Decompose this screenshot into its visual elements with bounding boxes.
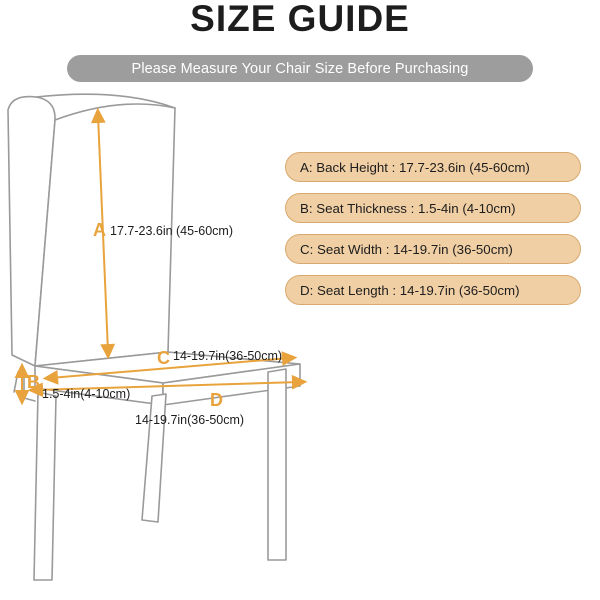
dimension-legend <box>285 152 581 316</box>
legend-item-seat-width <box>285 234 581 264</box>
label-c-value: 14-19.7in(36-50cm) <box>173 349 283 363</box>
label-d-letter: D <box>210 390 223 410</box>
label-b-letter: B <box>27 372 40 392</box>
label-c-letter: C <box>157 348 170 368</box>
label-b-value: 1.5-4in(4-10cm) <box>42 387 131 401</box>
label-a-value: 17.7-23.6in (45-60cm) <box>110 224 233 238</box>
subtitle-text: Please Measure Your Chair Size Before Purchasing <box>131 60 469 77</box>
legend-label-back-height: A: Back Height : 17.7-23.6in (45-60cm) <box>300 159 530 175</box>
legend-item-seat-length <box>285 275 581 305</box>
label-a-letter: A <box>93 220 106 240</box>
legend-label-seat-length: D: Seat Length : 14-19.7in (36-50cm) <box>300 282 520 298</box>
legend-label-seat-width: C: Seat Width : 14-19.7in (36-50cm) <box>300 241 513 257</box>
label-d-value: 14-19.7in(36-50cm) <box>135 413 245 427</box>
page-title: SIZE GUIDE <box>190 0 410 39</box>
legend-item-seat-thickness <box>285 193 581 223</box>
legend-label-seat-thickness: B: Seat Thickness : 1.5-4in (4-10cm) <box>300 200 516 216</box>
legend-item-back-height <box>285 152 581 182</box>
